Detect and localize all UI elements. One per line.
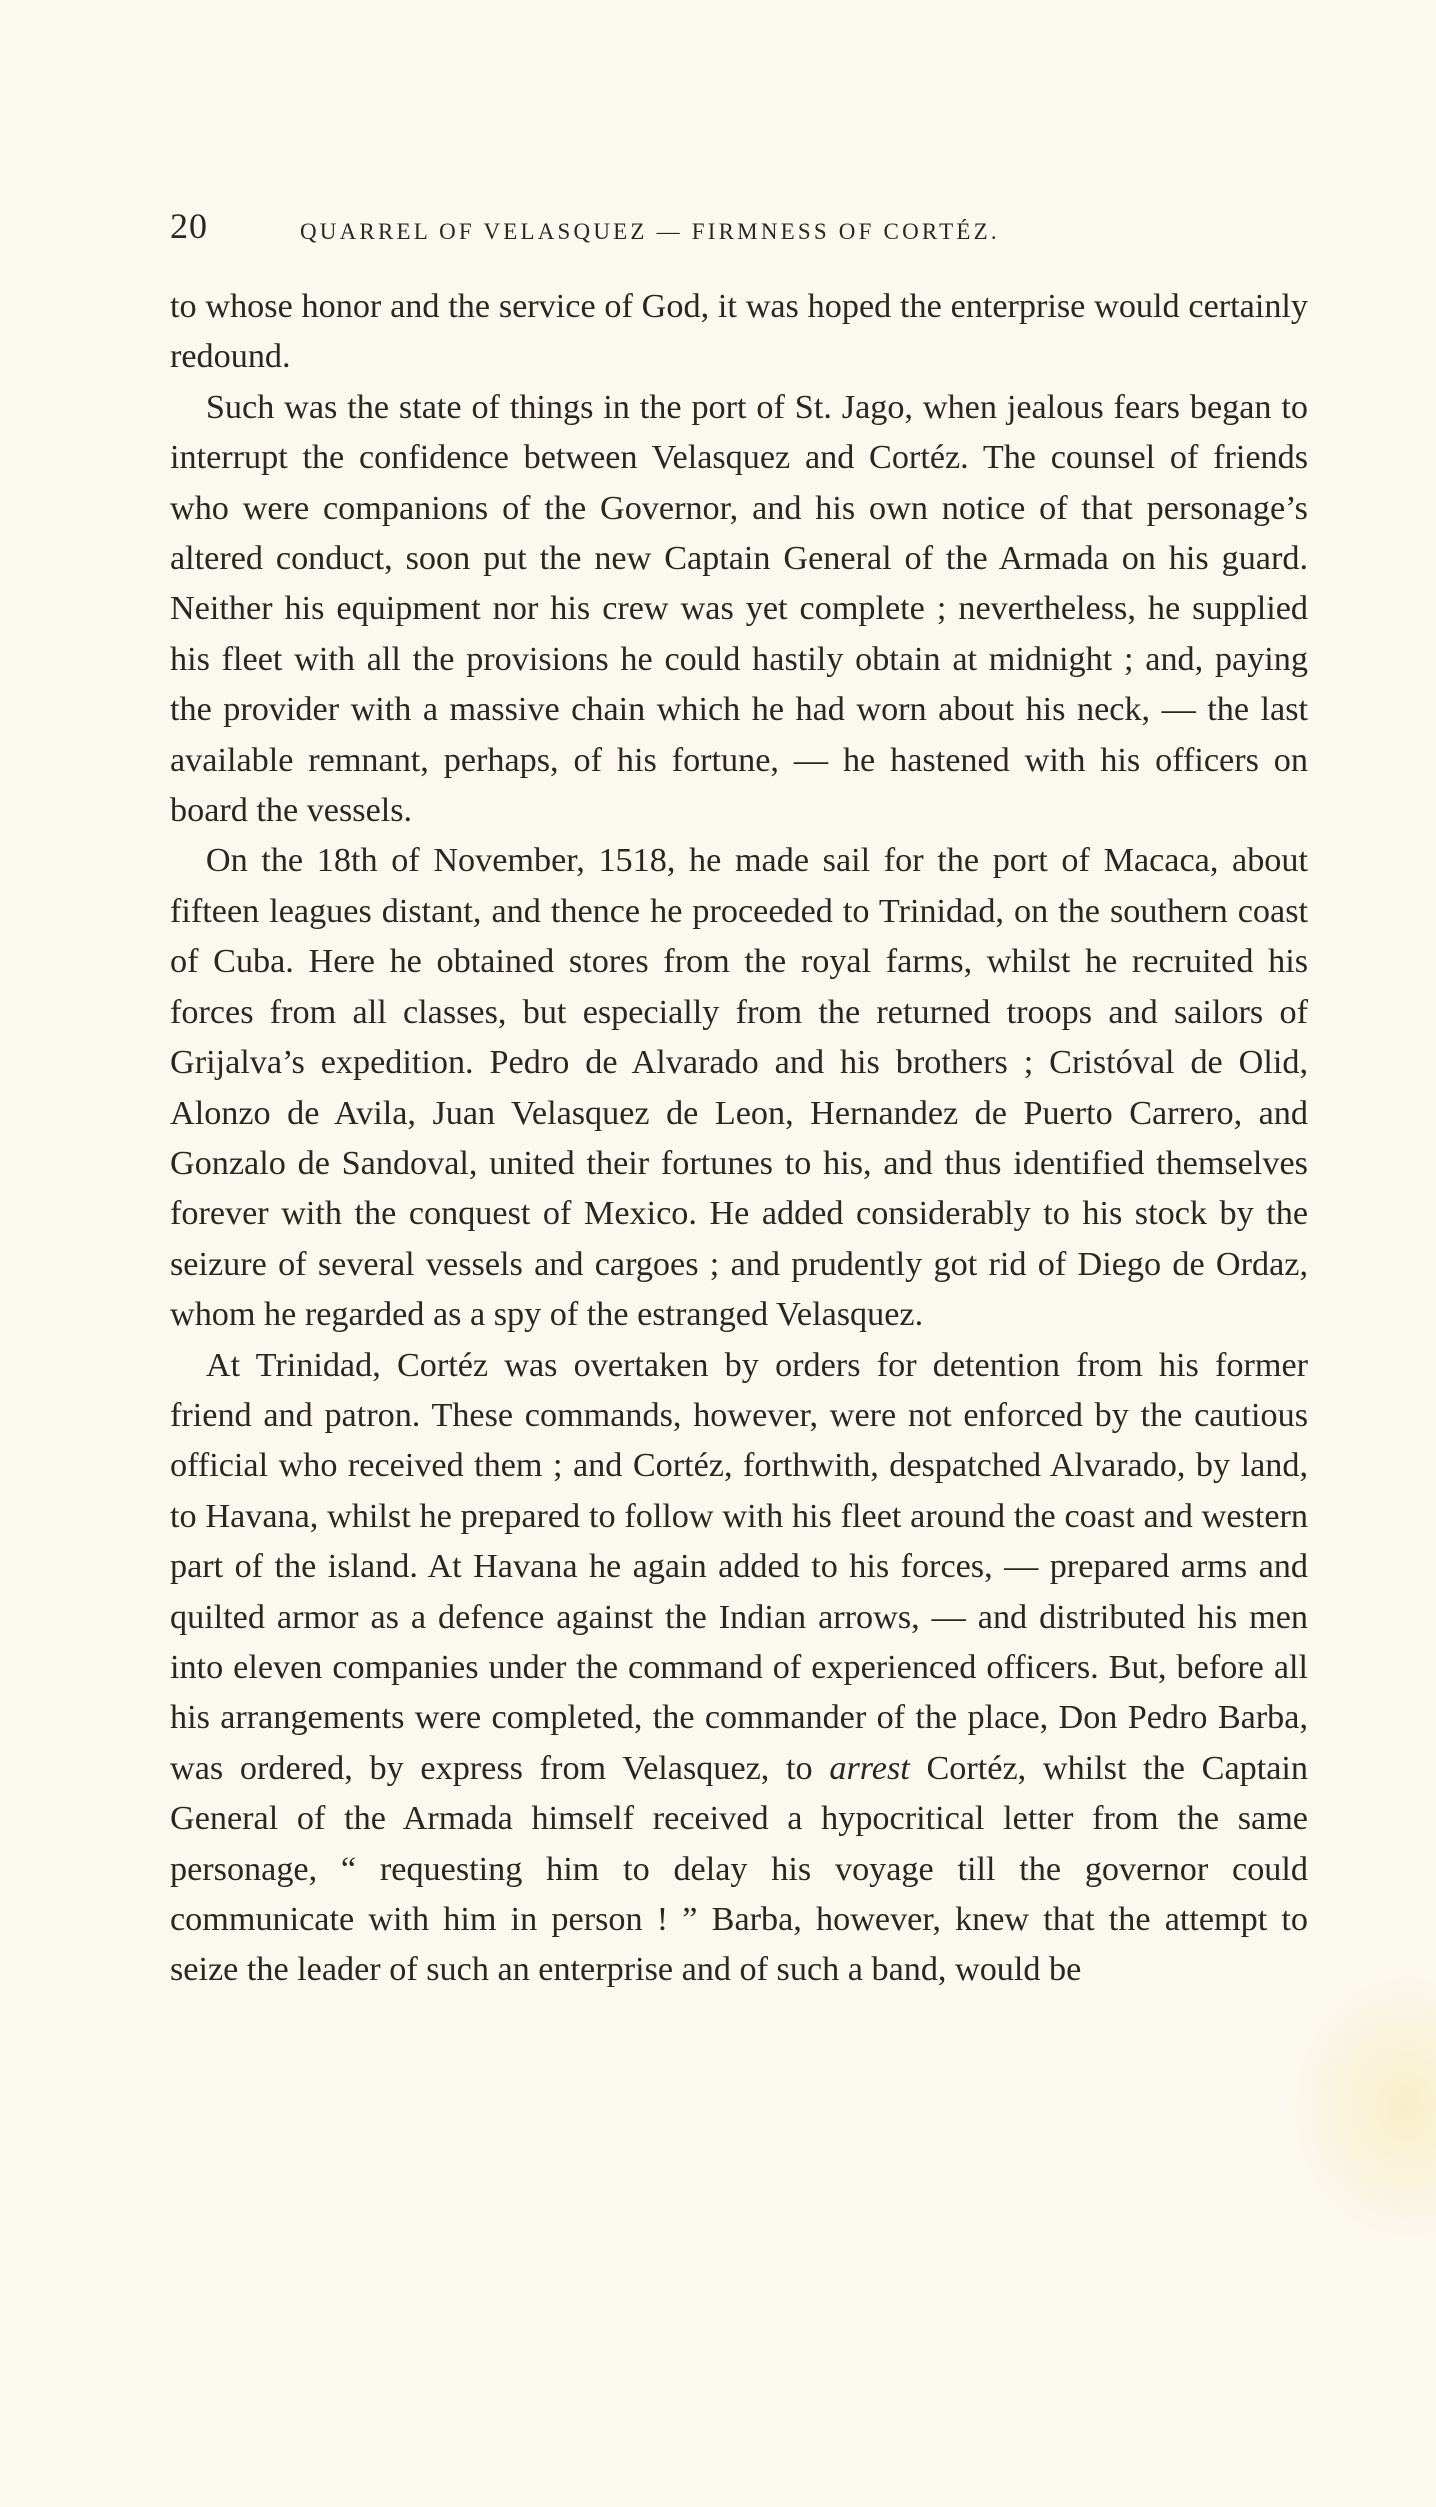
page-number: 20: [170, 206, 208, 246]
body-text: [170, 282, 1308, 1996]
paragraph-continued: to whose honor and the service of God, it was hoped the enterprise would certainly redound.: [170, 288, 1308, 376]
paragraph-text: Cortéz, whilst the Captain General of the Armada himself received a hypocritical letter from the same personage, “ requesting him to delay his voyage till the governor could communicate with him in person ! ” Barba, however, knew that the attempt to seize the leader of such an enterprise and of such a band, would be: [170, 1749, 1308, 1989]
paragraph: Such was the state of things in the port of St. Jago, when jealous fears began to interrupt the confidence between Velasquez and Cortéz. The counsel of friends who were companions of the Governor, and his own notice of that personage’s altered conduct, soon put the new Captain General of the Armada on his guard. Neither his equipment nor his crew was yet complete ; nevertheless, he supplied his fleet with all the provisions he could hastily obtain at midnight ; and, paying the provider with a massive chain which he had worn about his neck, — the last available remnant, perhaps, of his fortune, — he hastened with his officers on board the vessels.: [170, 388, 1308, 830]
paragraph-text: At Trinidad, Cortéz was overtaken by orders for detention from his former friend and patron. These commands, however, were not enforced by the cautious official who received them ; and Cortéz, forthwith, despatched Alvarado, by land, to Havana, whilst he prepared to follow with his fleet around the coast and western part of the island. At Havana he again added to his forces, — prepared arms and quilted armor as a defence against the Indian arrows, — and distributed his men into eleven companies under the command of experienced officers. But, before all his arrangements were completed, the commander of the place, Don Pedro Barba, was ordered, by express from Velasquez, to: [170, 1346, 1308, 1787]
page-header: [170, 196, 1190, 256]
paragraph: On the 18th of November, 1518, he made sail for the port of Macaca, about fifteen leagues distant, and thence he proceeded to Trinidad, on the southern coast of Cuba. Here he obtained stores from the royal farms, whilst he recruited his forces from all classes, but especially from the returned troops and sailors of Grijalva’s expedition. Pedro de Alvarado and his brothers ; Cristóval de Olid, Alonzo de Avila, Juan Velasquez de Leon, Hernandez de Puerto Carrero, and Gonzalo de Sandoval, united their fortunes to his, and thus identified themselves forever with the conquest of Mexico. He added considerably to his stock by the seizure of several vessels and cargoes ; and prudently got rid of Diego de Ordaz, whom he regarded as a spy of the estranged Velasquez.: [170, 842, 1308, 1334]
emphasis-text: arrest: [829, 1749, 910, 1787]
running-title: QUARREL OF VELASQUEZ — FIRMNESS OF CORTÉZ.: [300, 219, 1000, 244]
paragraph: [170, 1341, 1308, 1996]
paper-stain: [1286, 1967, 1436, 2247]
